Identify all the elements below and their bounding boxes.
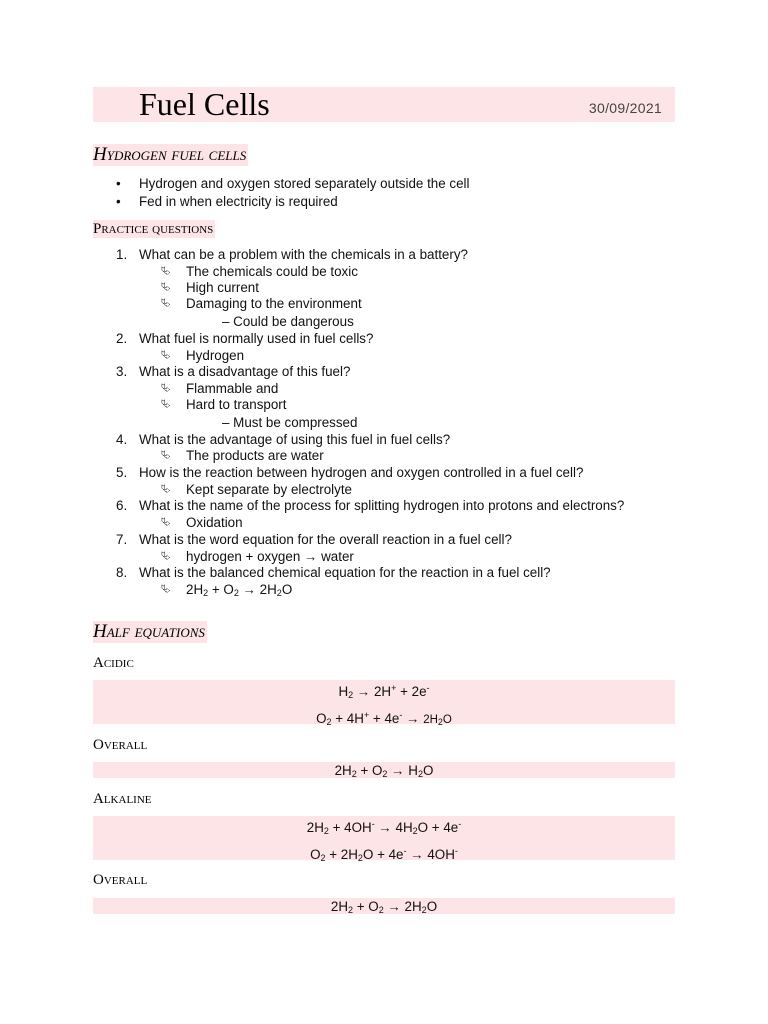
page-title: Fuel Cells bbox=[139, 86, 270, 122]
question-text: What is the word equation for the overall reaction in a fuel cell? bbox=[139, 532, 512, 547]
answer-text: hydrogen + oxygen → water bbox=[186, 549, 354, 564]
question-number: 7. bbox=[116, 532, 128, 547]
sub-answer-text: – Must be compressed bbox=[222, 415, 358, 430]
heading-half-equations: Half equations bbox=[93, 621, 205, 642]
answer-text: Kept separate by electrolyte bbox=[186, 482, 352, 497]
question-text: What is a disadvantage of this fuel? bbox=[139, 364, 351, 379]
bullet-item: • Fed in when electricity is required bbox=[139, 193, 338, 210]
answer-text: Oxidation bbox=[186, 515, 243, 530]
equation-acidic-2: $O_2 + 4H^+ + 4e^- \to 2H_2O$ bbox=[316, 710, 452, 727]
equation-alkaline-2: $O_2 + 2H_2O + 4e^- \to 4OH^-$ bbox=[310, 846, 458, 863]
answer-arrow-icon: ⮱ bbox=[161, 264, 171, 278]
answer-text: The chemicals could be toxic bbox=[186, 264, 358, 279]
heading-practice-questions: Practice questions bbox=[93, 221, 214, 237]
answer-arrow-icon: ⮱ bbox=[161, 296, 171, 310]
heading-hydrogen-fuel-cells: Hydrogen fuel cells bbox=[93, 144, 247, 165]
question-text: What is the name of the process for splitting hydrogen into protons and electrons? bbox=[139, 498, 625, 513]
answer-arrow-icon: ⮱ bbox=[161, 482, 171, 496]
answer-equation: $2H_2 + O_2 \to 2H_2O$ bbox=[186, 582, 293, 598]
answer-arrow-icon: ⮱ bbox=[161, 515, 171, 529]
question-text: How is the reaction between hydrogen and oxygen controlled in a fuel cell? bbox=[139, 465, 584, 480]
question-number: 8. bbox=[116, 565, 128, 580]
question-number: 5. bbox=[116, 465, 128, 480]
question-text: What can be a problem with the chemicals in a battery? bbox=[139, 247, 468, 262]
question-text: What is the advantage of using this fuel in fuel cells? bbox=[139, 432, 451, 447]
answer-arrow-icon: ⮱ bbox=[161, 280, 171, 294]
heading-overall-acidic: Overall bbox=[93, 737, 148, 753]
question-number: 2. bbox=[116, 331, 128, 346]
sub-answer-text: – Could be dangerous bbox=[222, 314, 354, 329]
answer-arrow-icon: ⮱ bbox=[161, 549, 171, 563]
question-number: 1. bbox=[116, 247, 128, 262]
answer-text: High current bbox=[186, 280, 259, 295]
question-number: 4. bbox=[116, 432, 128, 447]
bullet-item: • Hydrogen and oxygen stored separately outside the cell bbox=[139, 175, 470, 192]
question-number: 3. bbox=[116, 364, 128, 379]
answer-arrow-icon: ⮱ bbox=[161, 397, 171, 411]
heading-overall-alkaline: Overall bbox=[93, 872, 148, 888]
equation-overall-1: $2H_2 + O_2 \to H_2O$ bbox=[334, 763, 434, 779]
answer-text: Damaging to the environment bbox=[186, 296, 362, 311]
answer-text: The products are water bbox=[186, 448, 324, 463]
answer-arrow-icon: ⮱ bbox=[161, 348, 171, 362]
question-text: What fuel is normally used in fuel cells? bbox=[139, 331, 374, 346]
answer-arrow-icon: ⮱ bbox=[161, 448, 171, 462]
equation-alkaline-1: $2H_2 + 4OH^- \to 4H_2O + 4e^-$ bbox=[306, 819, 462, 836]
answer-arrow-icon: ⮱ bbox=[161, 582, 171, 596]
heading-alkaline: Alkaline bbox=[93, 791, 152, 807]
answer-arrow-icon: ⮱ bbox=[161, 381, 171, 395]
answer-text: Flammable and bbox=[186, 381, 279, 396]
equation-acidic-1: $H_2 \to 2H^+ + 2e^-$ bbox=[338, 683, 430, 700]
question-text: What is the balanced chemical equation for the reaction in a fuel cell? bbox=[139, 565, 551, 580]
heading-acidic: Acidic bbox=[93, 655, 134, 671]
question-number: 6. bbox=[116, 498, 128, 513]
answer-text: Hydrogen bbox=[186, 348, 245, 363]
equation-overall-2: $2H_2 + O_2 \to 2H_2O$ bbox=[330, 899, 438, 915]
page-date: 30/09/2021 bbox=[588, 100, 662, 116]
answer-text: Hard to transport bbox=[186, 397, 287, 412]
